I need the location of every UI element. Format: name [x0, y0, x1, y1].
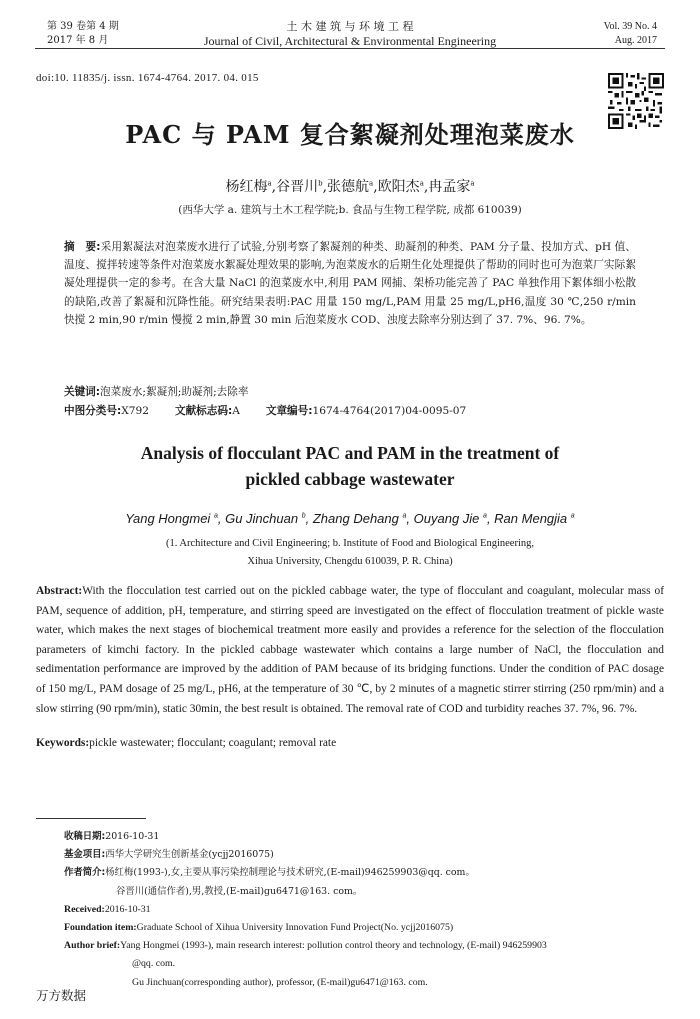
author-brief-en-2: @qq. com. [132, 958, 176, 970]
author-affil-mark: a [402, 512, 407, 520]
received-value-cn: 2016-10-31 [105, 831, 160, 842]
doc-code-value: A [232, 405, 240, 417]
author-brief-en [64, 937, 664, 955]
fund-label-en: Foundation item: [64, 922, 137, 934]
author-affil-mark: a [470, 179, 475, 188]
author-brief-cn-1: 杨红梅(1993-),女,主要从事污染控制理论与技术研究,(E-mail)946259903@qq. com。 [105, 867, 475, 879]
author-brief-en-3: Gu Jinchuan(corresponding author), professor, (E-mail)gu6471@163. com. [132, 976, 428, 988]
fund-value-cn: 西华大学研究生创新基金(ycjj2016075) [105, 849, 274, 861]
keywords-text-cn: 泡菜废水;絮凝剂;助凝剂;去除率 [100, 386, 249, 398]
author-affil-mark: a [267, 179, 272, 188]
clc-value: X792 [121, 405, 149, 417]
footnote-divider [36, 818, 146, 819]
author-name: Ouyang Jie [413, 511, 480, 526]
keywords-text-en: pickle wastewater; flocculant; coagulant; removal rate [89, 737, 337, 749]
author-affil-mark: a [213, 512, 218, 520]
received-label-cn: 收稿日期: [64, 831, 106, 842]
classification-line [64, 403, 466, 418]
received-date-cn [64, 828, 664, 846]
received-date-en [64, 901, 664, 919]
fund-en [64, 919, 664, 937]
article-no-label: 文章编号: [265, 405, 313, 417]
volume-issue-en: Vol. 39 No. 4 [603, 21, 657, 32]
abstract-en [36, 582, 664, 719]
abstract-text-cn: 采用絮凝法对泡菜废水进行了试验,分别考察了絮凝剂的种类、助凝剂的种类、PAM 分子量、投加方式、pH 值、温度、搅拌转速等条件对泡菜废水絮凝处理效果的影响,为泡菜废水的后期生化处理提供了帮助的同时也可为泡菜厂实际絮凝处理提供一定的参考。在含大量 NaCl 的泡菜废水中,利用 PAM 网捕、架桥功能完善了 PAC 单独作用下絮体细小松散的缺陷,改善了絮凝和沉降性能。研究结果表明:PAC 用量 150 mg/L,PAM 用量 25 mg/L,pH6,温度 30 ℃,250 r/min 快搅 2 min,90 r/min 慢搅 2 min,静置 30 min 后泡菜废水 COD、浊度去除率分别达到了 37. 7%、96. 7%。 [64, 241, 636, 326]
keywords-en [36, 737, 336, 749]
author-name: 欧阳杰 [377, 179, 420, 195]
affiliation-en-line2: Xihua University, Chengdu 610039, P. R. China) [247, 556, 453, 567]
volume-issue-cn: 第 39 卷第 4 期 [47, 21, 119, 32]
author-affil-mark: a [570, 512, 575, 520]
author-brief-cn-2: 谷晋川(通信作者),男,教授,(E-mail)gu6471@163. com。 [116, 885, 363, 897]
journal-volume-en [604, 20, 657, 48]
date-cn: 2017 年 8 月 [47, 35, 109, 46]
abstract-label-cn: 摘 要: [64, 241, 101, 253]
keywords-label-en: Keywords: [36, 737, 90, 749]
journal-name-en: Journal of Civil, Architectural & Environmental Engineering [203, 34, 497, 48]
author-name: Gu Jinchuan [225, 511, 299, 526]
doc-code-label: 文献标志码: [174, 405, 233, 417]
clc-label: 中图分类号: [64, 405, 122, 417]
author-brief-en-1: Yang Hongmei (1993-), main research interest: pollution control theory and technology, (E-mail) 946259903 [120, 940, 547, 952]
author-name: 谷晋川 [276, 179, 319, 195]
author-affil-mark: b [301, 512, 306, 520]
keywords-cn [64, 384, 248, 399]
footnotes [64, 828, 664, 992]
affiliation-cn: (西华大学 a. 建筑与土木工程学院;b. 食品与生物工程学院, 成都 610039) [178, 204, 522, 216]
paper-title-en [0, 440, 700, 492]
author-affil-mark: a [419, 179, 424, 188]
author-affil-mark: a [483, 512, 487, 520]
received-label-en: Received: [64, 903, 105, 915]
author-name: Ran Mengjia [494, 511, 568, 526]
author-brief-cn [64, 864, 664, 882]
date-en: Aug. 2017 [614, 35, 657, 46]
affiliation-en [0, 535, 700, 571]
author-name: Zhang Dehang [312, 511, 399, 526]
fund-cn [64, 846, 664, 864]
author-affil-mark: a [369, 179, 374, 188]
author-affil-mark: b [318, 179, 323, 188]
wanfang-watermark: 万方数据 [36, 988, 87, 1003]
author-name: Yang Hongmei [125, 511, 211, 526]
author-list-cn: 杨红梅$^a$,谷晋川$^b$,张德航$^a$,欧阳杰$^a$,冉孟家$^a$ [225, 179, 475, 195]
keywords-label-cn: 关键词: [64, 386, 101, 398]
author-list-en: Yang Hongmei $^a$, Gu Jinchuan $^b$, Zhang Dehang $^a$, Ouyang Jie $^a$, Ran Mengjia $^a$ [125, 511, 575, 526]
affiliation-en-line1: (1. Architecture and Civil Engineering; b. Institute of Food and Biological Engineering, [165, 538, 534, 549]
header-divider [35, 48, 665, 49]
fund-label-cn: 基金项目: [64, 849, 106, 861]
author-name: 杨红梅 [225, 179, 268, 195]
doi[interactable]: doi:10. 11835/j. issn. 1674-4764. 2017. 04. 015 [36, 72, 259, 84]
paper-title-cn: PAC 与 PAM 复合絮凝剂处理泡菜废水 [125, 120, 575, 149]
abstract-cn [64, 238, 636, 329]
abstract-label-en: Abstract: [36, 585, 83, 597]
author-name: 冉孟家 [428, 179, 471, 195]
fund-value-en: Graduate School of Xihua University Innovation Fund Project(No. ycjj2016075) [136, 922, 454, 934]
journal-name-cn: 土 木 建 筑 与 环 境 工 程 [286, 20, 414, 33]
author-brief-label-cn: 作者简介: [64, 867, 106, 879]
title-en-line2: pickled cabbage wastewater [245, 469, 455, 489]
title-en-line1: Analysis of flocculant PAC and PAM in the treatment of [140, 443, 560, 463]
journal-name [0, 20, 700, 48]
author-name: 张德航 [327, 179, 370, 195]
received-value-en: 2016-10-31 [104, 903, 151, 915]
abstract-text-en: With the flocculation test carried out on the pickled cabbage water, the type of flocculant and coagulant, molecular mass of PAM, sequence of addition, pH, temperature, and stirring speed are investigated on the effect of flocculation treatment of pickle waste water, which makes the next stages of biochemical treatment more easily and provides a reference for the selection of the flocculation parameters of kimchi factory. In the pickled cabbage wastewater which contains a large number of NaCl, the flocculation and sedimentation performance are improved by the addition of PAM because of its bridging functions. Under the condition of PAC dosage of 150 mg/L, PAM dosage of 25 mg/L, pH6, at the temperature of 30 ℃, by 2 minutes of a magnetic stirrer stirring (250 rpm/min) and a slow stirring (90 rpm/min), static 30min, the best result is obtained. The removal rate of COD and turbidity reaches 37. 7%, 96. 7%. [36, 585, 664, 715]
author-brief-label-en: Author brief: [64, 940, 121, 952]
article-no-value: 1674-4764(2017)04-0095-07 [312, 405, 467, 417]
